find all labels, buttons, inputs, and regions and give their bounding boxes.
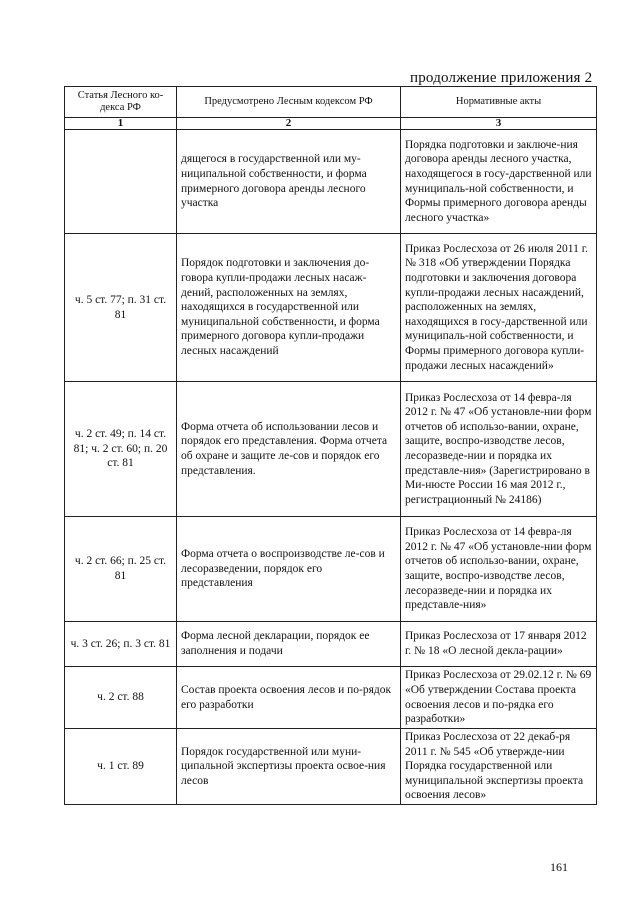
article-cell: ч. 5 ст. 77; п. 31 ст. 81 (65, 234, 177, 382)
article-cell (65, 130, 177, 234)
table-row (65, 234, 597, 382)
column-number: 1 (65, 118, 177, 130)
table-row (65, 517, 597, 622)
provision-cell: Состав проекта освоения лесов и по-рядок его разработки (177, 667, 401, 729)
continuation-label: продолжение приложения 2 (410, 70, 593, 86)
table-row (65, 130, 597, 234)
column-header-article: Статья Лесного ко-декса РФ (65, 87, 177, 118)
table-row (65, 729, 597, 805)
table-row (65, 622, 597, 667)
act-cell: Приказ Рослесхоза от 26 июля 2011 г. № 318 «Об утверждении Порядка подготовки и заключения договора купли-продажи лесных насаждений, расположенных на землях, находящихся в госу-дарственной или муниципаль-ной собственности, и Формы примерного договора купли-продажи лесных насаждений» (401, 234, 597, 382)
page-number: 161 (550, 860, 568, 874)
act-cell: Приказ Рослесхоза от 17 января 2012 г. № 18 «О лесной декла-рации» (401, 622, 597, 667)
article-cell: ч. 1 ст. 89 (65, 729, 177, 805)
article-cell: ч. 2 ст. 49; п. 14 ст. 81; ч. 2 ст. 60; п. 20 ст. 81 (65, 382, 177, 517)
table-row (65, 667, 597, 729)
column-header-acts: Нормативные акты (401, 87, 597, 118)
article-cell: ч. 2 ст. 88 (65, 667, 177, 729)
table-row (65, 382, 597, 517)
provision-cell: Порядок подготовки и заключения до-говора купли-продажи лесных насаж-дений, расположенных на землях, находящихся в государственной или муниципальной собственности, и форма примерного договора купли-продажи лесных насаждений (177, 234, 401, 382)
table-header-row (65, 87, 597, 118)
legal-acts-table (64, 86, 597, 805)
provision-cell: Форма отчета о воспроизводстве ле-сов и лесоразведении, порядок его представления (177, 517, 401, 622)
column-number: 2 (177, 118, 401, 130)
provision-cell: Форма лесной декларации, порядок ее заполнения и подачи (177, 622, 401, 667)
article-cell: ч. 3 ст. 26; п. 3 ст. 81 (65, 622, 177, 667)
provision-cell: дящегося в государственной или му-ниципальной собственности, и форма примерного договора аренды лесного участка (177, 130, 401, 234)
act-cell: Приказ Рослесхоза от 14 февра-ля 2012 г. № 47 «Об установле-нии форм отчетов об использо-вании, охране, защите, воспро-изводстве лесов, лесоразведе-нии и порядка их представле-ния» (401, 517, 597, 622)
column-number-row (65, 118, 597, 130)
provision-cell: Порядок государственной или муни-ципальной экспертизы проекта освое-ния лесов (177, 729, 401, 805)
act-cell: Приказ Рослесхоза от 29.02.12 г. № 69 «Об утверждении Состава проекта освоения лесов и по-рядка его разработки» (401, 667, 597, 729)
act-cell: Порядка подготовки и заключе-ния договора аренды лесного участка, находящегося в госу-дарственной или муниципаль-ной собственности, и Формы примерного договора аренды лесного участка» (401, 130, 597, 234)
provision-cell: Форма отчета об использовании лесов и порядок его представления. Форма отчета об охране и защите ле-сов и порядок его представления. (177, 382, 401, 517)
article-cell: ч. 2 ст. 66; п. 25 ст. 81 (65, 517, 177, 622)
act-cell: Приказ Рослесхоза от 22 декаб-ря 2011 г. № 545 «Об утвержде-нии Порядка государственной или муниципальной экспертизы проекта освоения лесов» (401, 729, 597, 805)
act-cell: Приказ Рослесхоза от 14 февра-ля 2012 г. № 47 «Об установле-нии форм отчетов об использо-вании, охране, защите, воспро-изводстве лесов, лесоразведе-нии и порядка их представле-ния» (Зарегистрировано в Ми-нюсте России 16 мая 2012 г., регистрационный № 24186) (401, 382, 597, 517)
column-header-provision: Предусмотрено Лесным кодексом РФ (177, 87, 401, 118)
column-number: 3 (401, 118, 597, 130)
